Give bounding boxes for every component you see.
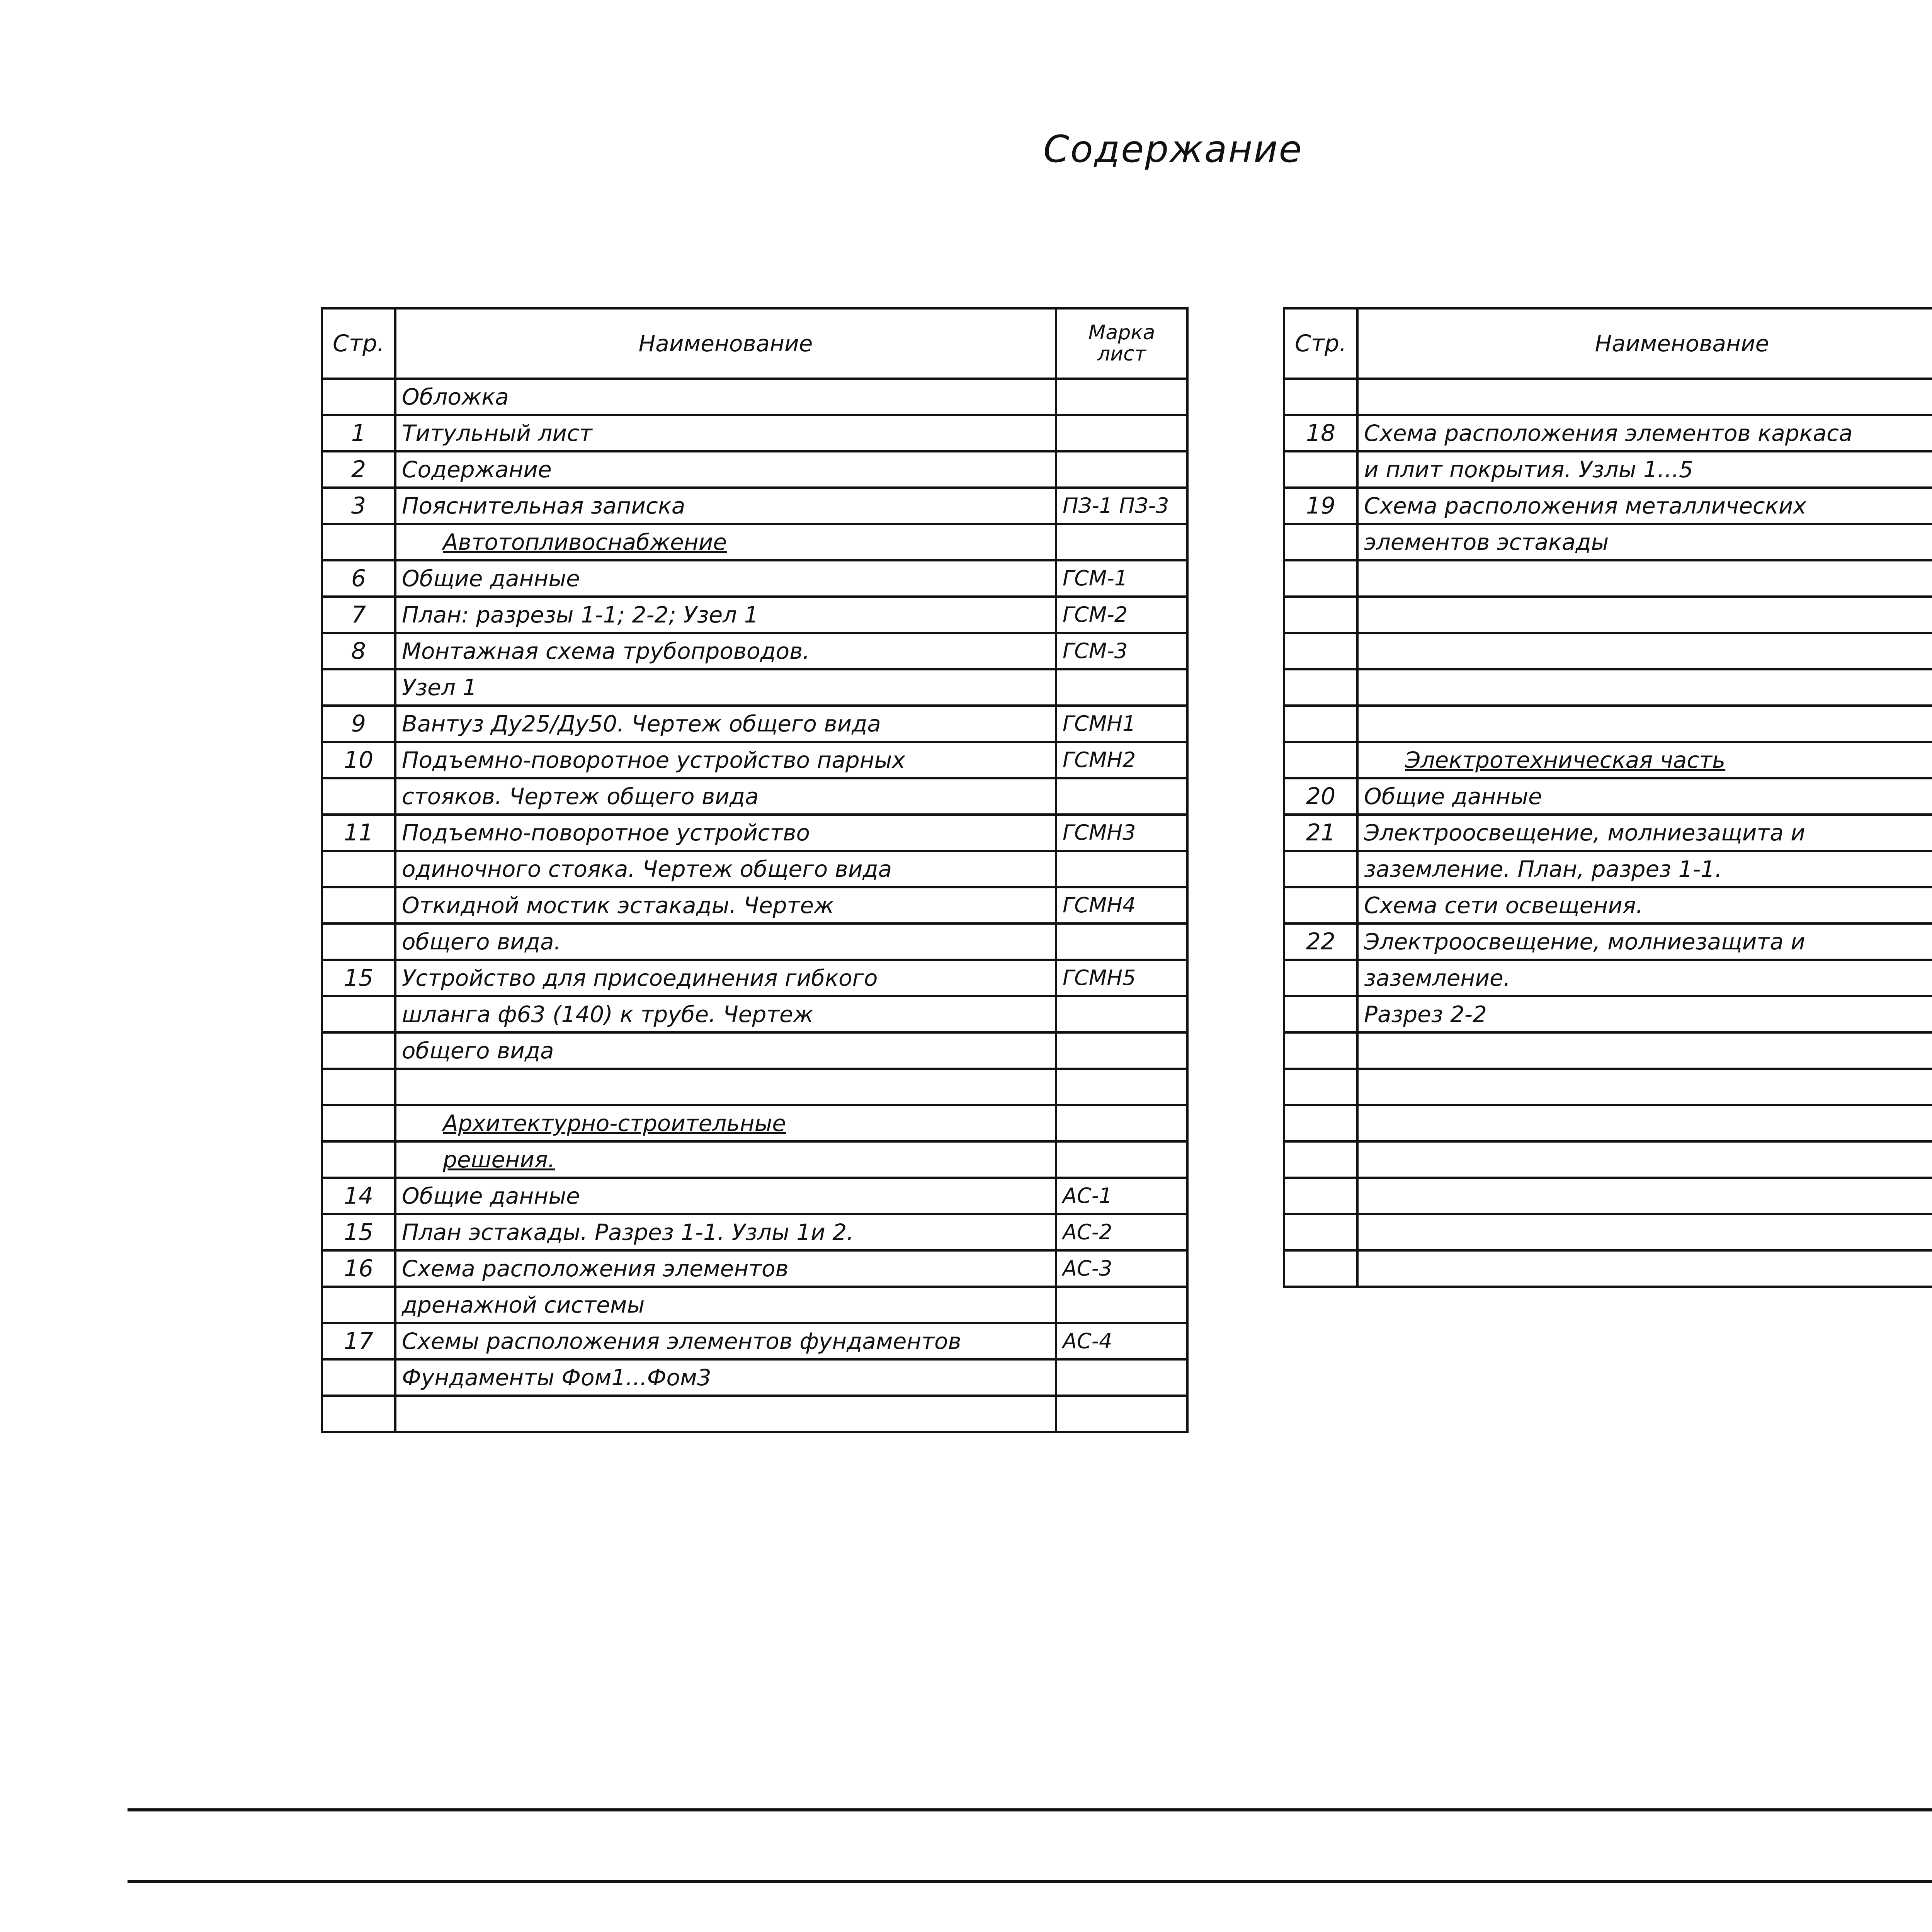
row-page-cell: 9 — [322, 706, 395, 742]
table-row — [322, 524, 1187, 560]
row-name-cell: План эстакады. Разрез 1-1. Узлы 1и 2. — [395, 1214, 1056, 1250]
table-row — [322, 742, 1187, 778]
row-page-cell — [1284, 451, 1357, 488]
table-row — [322, 996, 1187, 1032]
table-row — [1284, 706, 1932, 742]
row-page-cell — [1284, 960, 1357, 996]
row-name-cell: Схема расположения элементов — [395, 1250, 1056, 1287]
row-name-cell: Электроосвещение, молниезащита и — [1357, 923, 1932, 960]
row-name-cell — [395, 1396, 1056, 1432]
table-row — [1284, 379, 1932, 415]
table-row — [322, 415, 1187, 451]
row-page-cell — [1284, 1069, 1357, 1105]
table-row — [1284, 1178, 1932, 1214]
row-mark-cell: ГСМ-2 — [1056, 597, 1187, 633]
row-page-cell — [1284, 1178, 1357, 1214]
row-mark-cell — [1056, 415, 1187, 451]
row-name-cell: Фундаменты Фом1...Фом3 — [395, 1359, 1056, 1396]
row-page-cell — [1284, 1141, 1357, 1178]
row-name-cell: Подъемно-поворотное устройство — [395, 815, 1056, 851]
row-page-cell: 2 — [322, 451, 395, 488]
row-page-cell — [322, 1359, 395, 1396]
column-header-page: Стр. — [1284, 308, 1357, 379]
row-page-cell — [322, 1287, 395, 1323]
row-mark-cell: АС-4 — [1056, 1323, 1187, 1359]
row-mark-cell: ПЗ-1 ПЗ-3 — [1056, 488, 1187, 524]
row-page-cell — [1284, 633, 1357, 669]
table-row — [1284, 815, 1932, 851]
table-row — [322, 815, 1187, 851]
table-row — [1284, 1032, 1932, 1069]
row-mark-cell — [1056, 996, 1187, 1032]
row-mark-cell — [1056, 379, 1187, 415]
table-row — [1284, 960, 1932, 996]
row-mark-cell: ГСМ-3 — [1056, 633, 1187, 669]
row-name-cell — [1357, 560, 1932, 597]
row-name-cell: Узел 1 — [395, 669, 1056, 706]
row-mark-cell — [1056, 1105, 1187, 1141]
table-row — [1284, 669, 1932, 706]
table-row — [322, 960, 1187, 996]
row-name-cell — [1357, 669, 1932, 706]
row-page-cell: 16 — [322, 1250, 395, 1287]
row-page-cell — [1284, 560, 1357, 597]
table-row — [1284, 1250, 1932, 1287]
row-name-cell: План: разрезы 1-1; 2-2; Узел 1 — [395, 597, 1056, 633]
row-page-cell: 19 — [1284, 488, 1357, 524]
table-row — [1284, 633, 1932, 669]
row-mark-cell — [1056, 451, 1187, 488]
row-mark-cell — [1056, 524, 1187, 560]
frame-bottom-line-upper — [128, 1808, 1932, 1811]
row-page-cell — [322, 887, 395, 923]
row-name-cell: заземление. — [1357, 960, 1932, 996]
row-name-cell: Общие данные — [395, 1178, 1056, 1214]
table-row — [322, 560, 1187, 597]
table-row — [322, 887, 1187, 923]
row-page-cell: 17 — [322, 1323, 395, 1359]
row-name-cell: Общие данные — [395, 560, 1056, 597]
row-page-cell: 6 — [322, 560, 395, 597]
row-mark-cell — [1056, 1359, 1187, 1396]
table-row — [1284, 560, 1932, 597]
column-header-page: Стр. — [322, 308, 395, 379]
document-title: Содержание — [1043, 128, 1303, 171]
row-mark-cell — [1056, 1287, 1187, 1323]
row-name-cell: общего вида — [395, 1032, 1056, 1069]
row-name-cell — [1357, 1178, 1932, 1214]
table-row — [1284, 923, 1932, 960]
table-row — [322, 1032, 1187, 1069]
row-page-cell — [322, 379, 395, 415]
row-page-cell: 14 — [322, 1178, 395, 1214]
row-page-cell: 22 — [1284, 923, 1357, 960]
row-name-cell: одиночного стояка. Чертеж общего вида — [395, 851, 1056, 887]
row-name-cell — [1357, 1069, 1932, 1105]
table-row — [322, 1250, 1187, 1287]
row-name-cell: Откидной мостик эстакады. Чертеж — [395, 887, 1056, 923]
row-name-cell: дренажной системы — [395, 1287, 1056, 1323]
column-header-name: Наименование — [1357, 308, 1932, 379]
row-name-cell: Вантуз Ду25/Ду50. Чертеж общего вида — [395, 706, 1056, 742]
row-page-cell — [1284, 1032, 1357, 1069]
row-page-cell: 21 — [1284, 815, 1357, 851]
row-name-cell: Архитектурно-строительные — [395, 1105, 1056, 1141]
table-row — [1284, 1214, 1932, 1250]
column-header-mark: Марка лист — [1056, 308, 1187, 379]
table-row — [322, 1323, 1187, 1359]
table-row — [1284, 488, 1932, 524]
table-row — [1284, 415, 1932, 451]
row-name-cell: Разрез 2-2 — [1357, 996, 1932, 1032]
table-row — [322, 778, 1187, 815]
table-row — [1284, 524, 1932, 560]
row-page-cell — [1284, 669, 1357, 706]
column-header-name: Наименование — [395, 308, 1056, 379]
table-row — [322, 1178, 1187, 1214]
table-row — [322, 1396, 1187, 1432]
table-row — [322, 1287, 1187, 1323]
row-name-cell: Титульный лист — [395, 415, 1056, 451]
row-mark-cell — [1056, 669, 1187, 706]
table-row — [1284, 451, 1932, 488]
row-page-cell — [322, 1141, 395, 1178]
table-row — [322, 633, 1187, 669]
row-page-cell: 10 — [322, 742, 395, 778]
row-page-cell: 8 — [322, 633, 395, 669]
row-page-cell — [322, 778, 395, 815]
table-row — [322, 669, 1187, 706]
row-name-cell: Монтажная схема трубопроводов. — [395, 633, 1056, 669]
row-page-cell — [1284, 379, 1357, 415]
table-row — [322, 1069, 1187, 1105]
row-name-cell — [1357, 1105, 1932, 1141]
row-name-cell: Устройство для присоединения гибкого — [395, 960, 1056, 996]
row-page-cell — [322, 1105, 395, 1141]
row-page-cell — [322, 1032, 395, 1069]
row-mark-cell — [1056, 1032, 1187, 1069]
row-name-cell: Схема расположения металлических — [1357, 488, 1932, 524]
frame-bottom-line-lower — [128, 1880, 1932, 1883]
row-name-cell: Пояснительная записка — [395, 488, 1056, 524]
row-name-cell: стояков. Чертеж общего вида — [395, 778, 1056, 815]
row-name-cell: Общие данные — [1357, 778, 1932, 815]
row-page-cell — [322, 1396, 395, 1432]
row-page-cell — [1284, 887, 1357, 923]
table-row — [322, 379, 1187, 415]
row-page-cell — [1284, 851, 1357, 887]
row-mark-cell — [1056, 1069, 1187, 1105]
row-name-cell: Электроосвещение, молниезащита и — [1357, 815, 1932, 851]
table-row — [1284, 742, 1932, 778]
row-page-cell: 15 — [322, 960, 395, 996]
row-page-cell — [322, 923, 395, 960]
row-mark-cell: АС-2 — [1056, 1214, 1187, 1250]
table-row — [322, 923, 1187, 960]
contents-table-left — [321, 307, 1189, 1433]
row-name-cell — [1357, 1141, 1932, 1178]
row-name-cell: Электротехническая часть — [1357, 742, 1932, 778]
row-mark-cell: ГСМН1 — [1056, 706, 1187, 742]
row-page-cell — [1284, 1250, 1357, 1287]
row-page-cell: 7 — [322, 597, 395, 633]
table-row — [322, 851, 1187, 887]
row-page-cell — [1284, 1105, 1357, 1141]
row-page-cell — [322, 851, 395, 887]
table-row — [1284, 887, 1932, 923]
row-mark-cell — [1056, 1141, 1187, 1178]
table-row — [1284, 851, 1932, 887]
row-page-cell — [322, 996, 395, 1032]
row-name-cell: Схемы расположения элементов фундаментов — [395, 1323, 1056, 1359]
row-name-cell — [1357, 633, 1932, 669]
row-mark-cell: АС-1 — [1056, 1178, 1187, 1214]
table-row — [322, 706, 1187, 742]
table-header-row — [1284, 308, 1932, 379]
table-row — [322, 1359, 1187, 1396]
row-name-cell: Схема расположения элементов каркаса — [1357, 415, 1932, 451]
table-row — [322, 1105, 1187, 1141]
row-mark-cell — [1056, 1396, 1187, 1432]
row-mark-cell — [1056, 851, 1187, 887]
row-mark-cell: АС-3 — [1056, 1250, 1187, 1287]
table-row — [322, 597, 1187, 633]
row-page-cell — [1284, 1214, 1357, 1250]
row-mark-cell: ГСМН5 — [1056, 960, 1187, 996]
row-page-cell — [322, 669, 395, 706]
row-mark-cell: ГСМН3 — [1056, 815, 1187, 851]
row-name-cell: Подъемно-поворотное устройство парных — [395, 742, 1056, 778]
row-page-cell — [1284, 742, 1357, 778]
row-name-cell: Обложка — [395, 379, 1056, 415]
row-page-cell — [1284, 706, 1357, 742]
table-row — [1284, 778, 1932, 815]
table-row — [322, 488, 1187, 524]
row-name-cell — [1357, 597, 1932, 633]
table-row — [1284, 597, 1932, 633]
row-page-cell: 15 — [322, 1214, 395, 1250]
row-name-cell: заземление. План, разрез 1-1. — [1357, 851, 1932, 887]
row-name-cell: решения. — [395, 1141, 1056, 1178]
row-page-cell: 3 — [322, 488, 395, 524]
row-name-cell: Содержание — [395, 451, 1056, 488]
row-page-cell — [322, 1069, 395, 1105]
table-row — [1284, 1105, 1932, 1141]
row-mark-cell: ГСМ-1 — [1056, 560, 1187, 597]
table-row — [322, 451, 1187, 488]
row-name-cell — [1357, 1250, 1932, 1287]
row-name-cell — [395, 1069, 1056, 1105]
row-mark-cell: ГСМН4 — [1056, 887, 1187, 923]
row-name-cell: шланга ф63 (140) к трубе. Чертеж — [395, 996, 1056, 1032]
row-page-cell: 20 — [1284, 778, 1357, 815]
table-row — [322, 1214, 1187, 1250]
row-mark-cell — [1056, 778, 1187, 815]
contents-table-right — [1283, 307, 1932, 1288]
row-name-cell: Схема сети освещения. — [1357, 887, 1932, 923]
row-name-cell — [1357, 706, 1932, 742]
table-header-row — [322, 308, 1187, 379]
table-row — [322, 1141, 1187, 1178]
row-mark-cell — [1056, 923, 1187, 960]
row-page-cell: 11 — [322, 815, 395, 851]
row-name-cell: общего вида. — [395, 923, 1056, 960]
row-name-cell: элементов эстакады — [1357, 524, 1932, 560]
row-name-cell — [1357, 1032, 1932, 1069]
row-page-cell — [1284, 524, 1357, 560]
row-page-cell — [1284, 996, 1357, 1032]
row-mark-cell: ГСМН2 — [1056, 742, 1187, 778]
row-page-cell: 18 — [1284, 415, 1357, 451]
row-name-cell: Автотопливоснабжение — [395, 524, 1056, 560]
row-page-cell — [1284, 597, 1357, 633]
row-name-cell — [1357, 379, 1932, 415]
table-row — [1284, 996, 1932, 1032]
row-page-cell — [322, 524, 395, 560]
row-name-cell — [1357, 1214, 1932, 1250]
table-row — [1284, 1069, 1932, 1105]
row-page-cell: 1 — [322, 415, 395, 451]
table-row — [1284, 1141, 1932, 1178]
row-name-cell: и плит покрытия. Узлы 1...5 — [1357, 451, 1932, 488]
